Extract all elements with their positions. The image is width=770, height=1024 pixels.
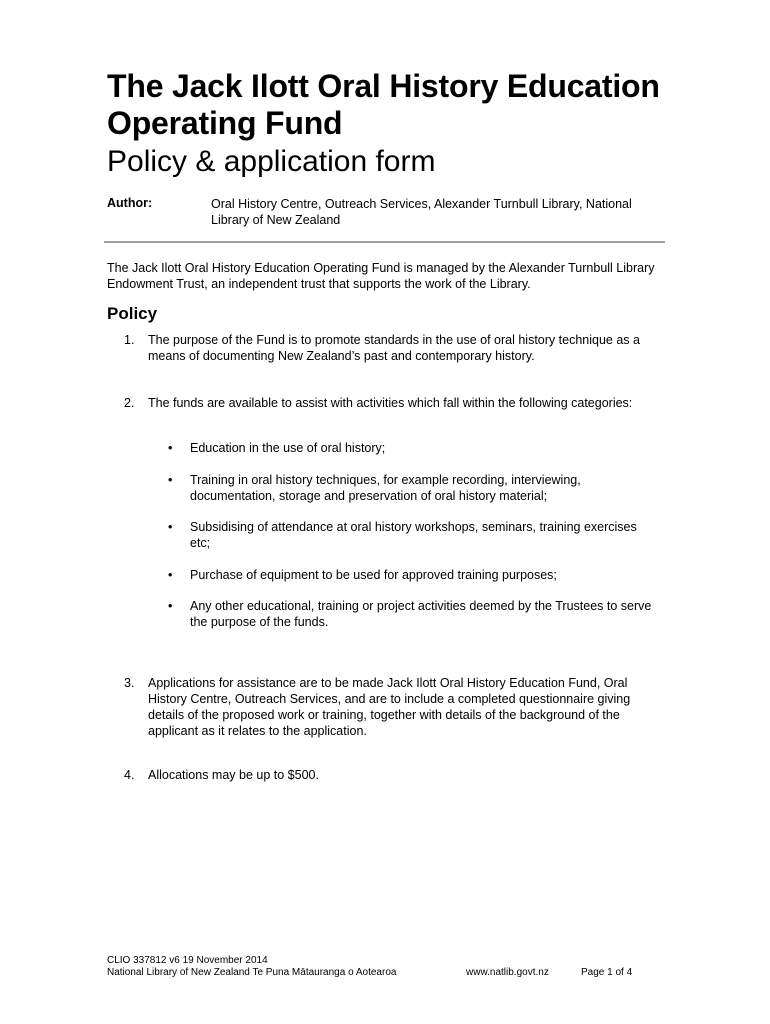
bullet-marker: • — [168, 441, 173, 455]
item-text: The funds are available to assist with activities which fall within the following categories: — [148, 396, 633, 410]
bullet-marker: • — [168, 568, 173, 582]
author-value: Oral History Centre, Outreach Services, Alexander Turnbull Library, National Library of New Zealand — [211, 197, 632, 227]
item-number: 4. — [124, 768, 135, 782]
item-text: Applications for assistance are to be made Jack Ilott Oral History Education Fund, Oral History Centre, Outreach Services, and are to include a completed questionnaire giving details of the proposed work or training, together with details of the background of the applicant as it relates to the application. — [148, 676, 631, 738]
bullet-marker: • — [168, 520, 173, 534]
list-item — [168, 598, 658, 630]
bullet-text: Subsidising of attendance at oral history workshops, seminars, training exercises etc; — [190, 520, 637, 550]
bullet-text: Education in the use of oral history; — [190, 441, 386, 455]
policy-item — [124, 767, 664, 783]
intro-paragraph: The Jack Ilott Oral History Education Operating Fund is managed by the Alexander Turnbull Library Endowment Trust, an independent trust that supports the work of the Library. — [107, 261, 655, 291]
footer-doc-ref: CLIO 337812 v6 19 November 2014 — [107, 955, 268, 966]
footer-page-number: Page 1 of 4 — [581, 967, 633, 978]
footer-org: National Library of New Zealand Te Puna Mātauranga o Aotearoa — [107, 967, 397, 978]
list-item — [168, 519, 658, 551]
item-number: 2. — [124, 396, 135, 410]
list-item — [168, 567, 658, 583]
policy-item — [124, 332, 664, 364]
bullet-text: Training in oral history techniques, for example recording, interviewing, documentation, storage and preservation of oral history material; — [190, 473, 581, 503]
list-item — [168, 440, 658, 456]
policy-item — [124, 675, 664, 739]
bullet-text: Any other educational, training or project activities deemed by the Trustees to serve the purpose of the funds. — [190, 599, 652, 629]
bullet-text: Purchase of equipment to be used for approved training purposes; — [190, 568, 557, 582]
footer-website[interactable]: www.natlib.govt.nz — [466, 967, 549, 978]
item-number: 1. — [124, 333, 135, 347]
document-subtitle: Policy & application form — [107, 145, 436, 178]
policy-heading: Policy — [107, 304, 158, 323]
item-text: Allocations may be up to $500. — [148, 768, 319, 782]
bullet-marker: • — [168, 473, 173, 487]
item-text: The purpose of the Fund is to promote standards in the use of oral history technique as a means of documenting New Zealand’s past and contemporary history. — [148, 333, 640, 363]
author-label: Author: — [107, 196, 153, 210]
policy-item — [124, 395, 664, 411]
item-number: 3. — [124, 676, 135, 690]
bullet-marker: • — [168, 599, 173, 613]
document-title: The Jack Ilott Oral History Education Operating Fund — [107, 68, 660, 141]
list-item — [168, 472, 658, 504]
divider — [104, 241, 665, 243]
